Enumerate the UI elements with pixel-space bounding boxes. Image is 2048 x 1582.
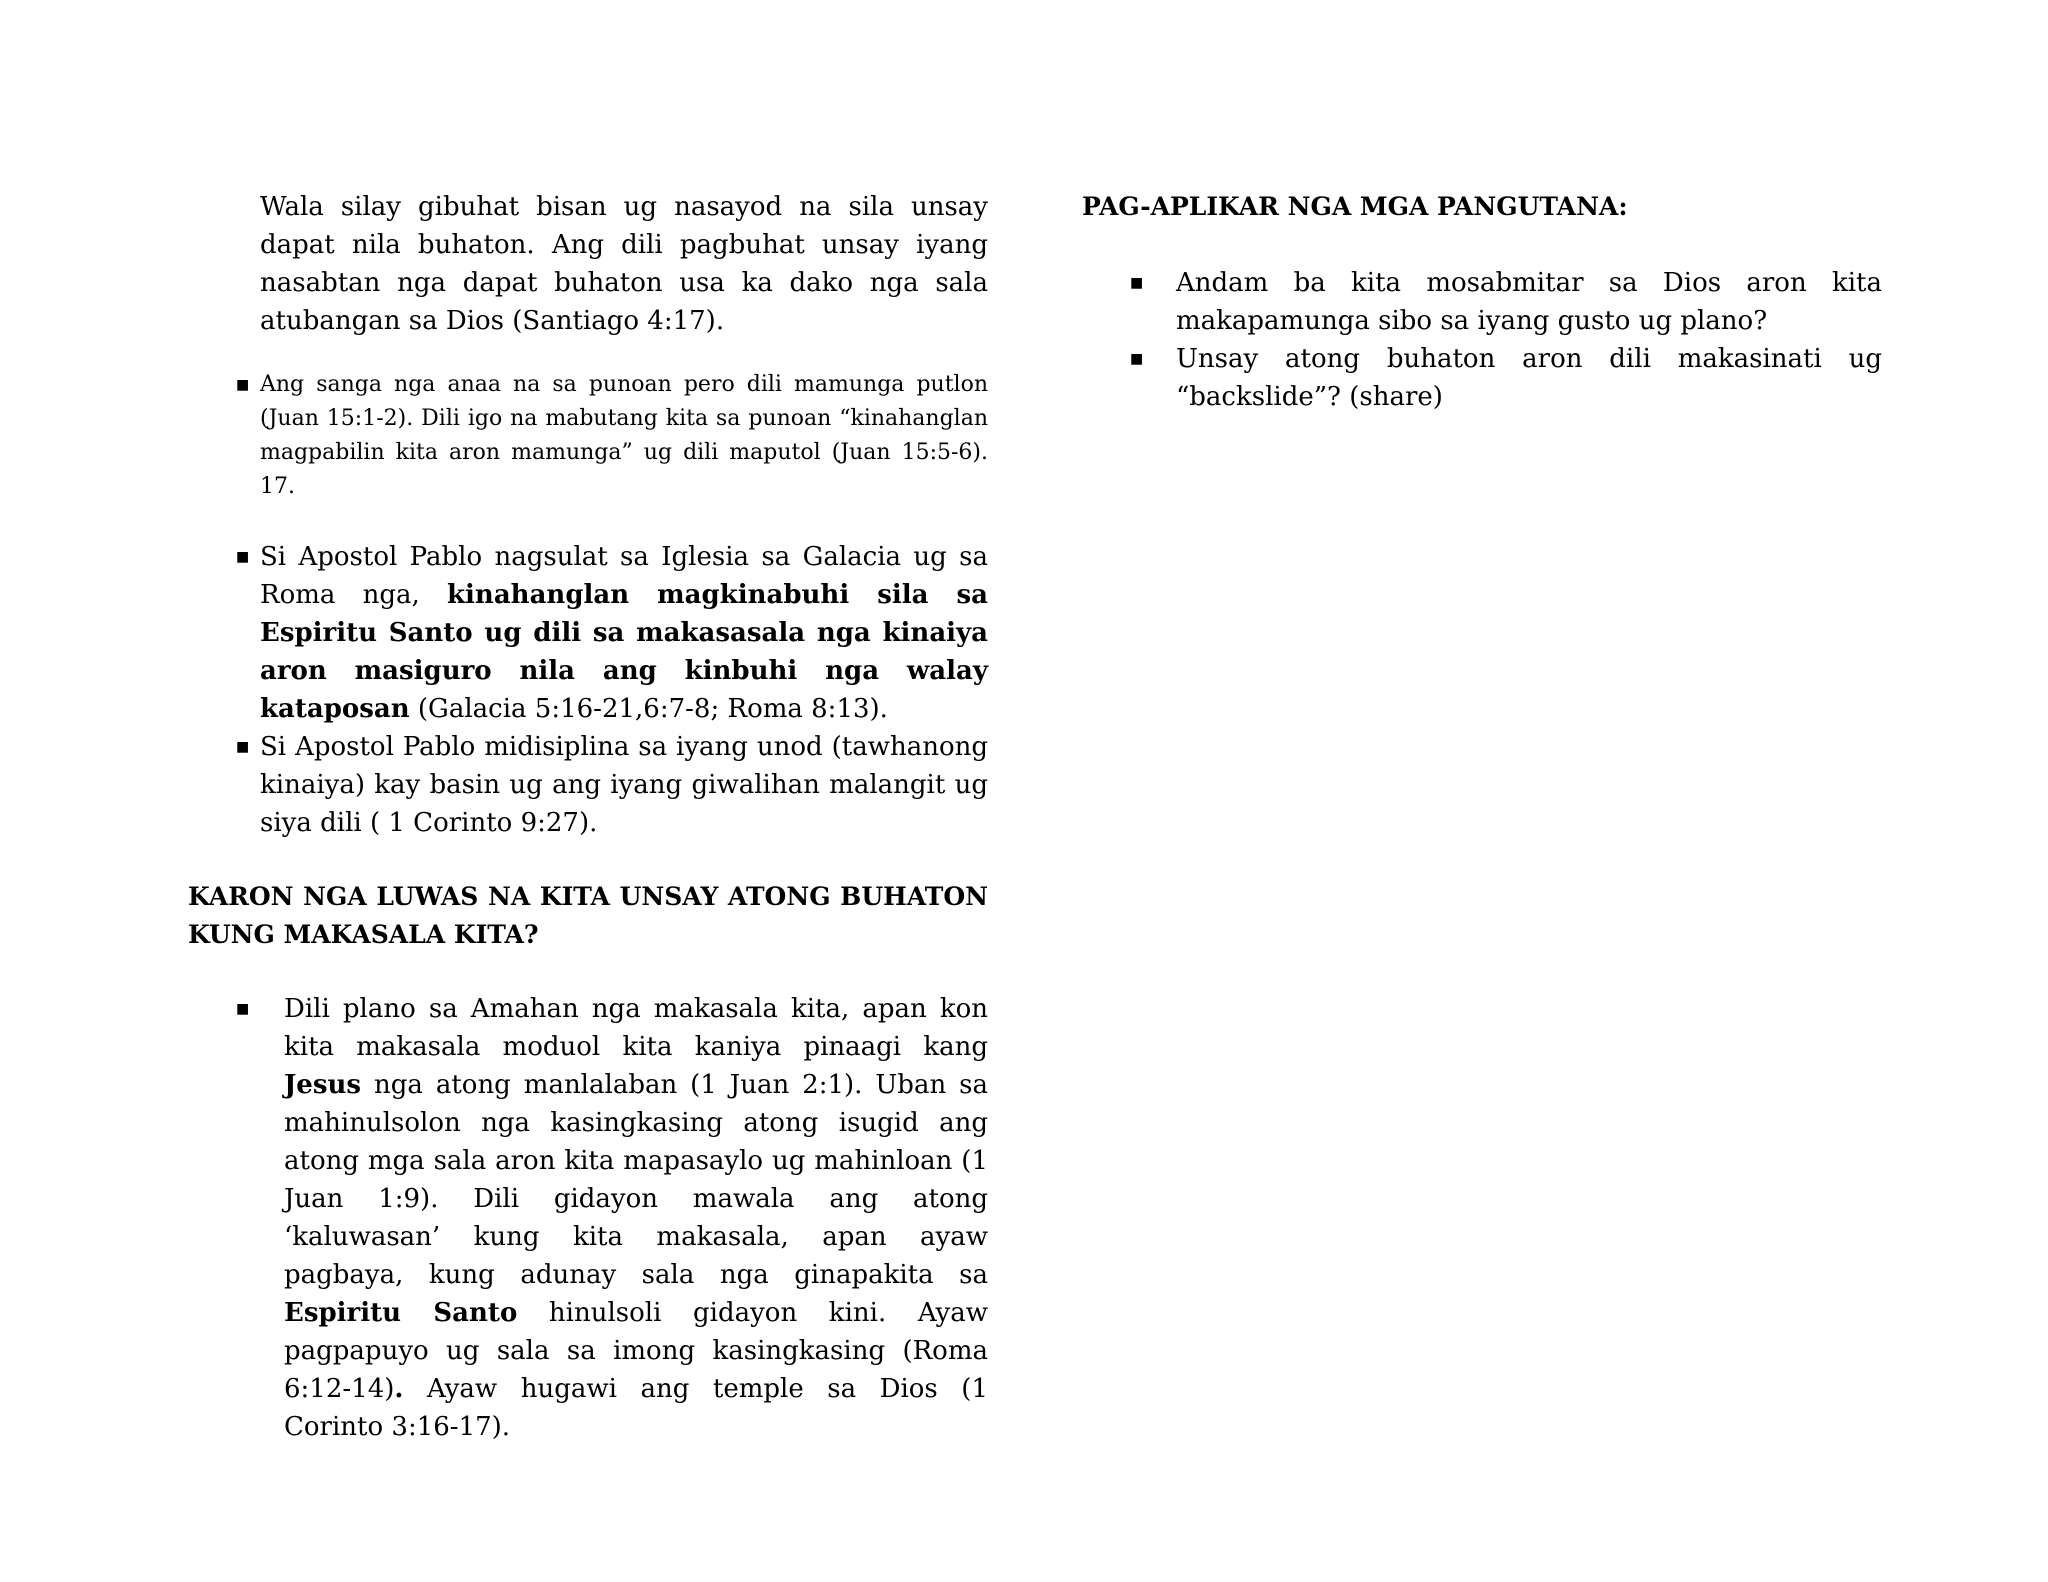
bullet-text-part: Ayaw hugawi ang temple sa Dios (1 Corinto 3:16-17). bbox=[284, 1374, 988, 1442]
bullet-marker: ■ bbox=[1130, 275, 1144, 291]
question-text: Unsay atong buhaton aron dili makasinati ug “backslide”? (share) bbox=[1176, 344, 1882, 412]
question-item bbox=[1130, 340, 1882, 416]
bullet-text bbox=[284, 990, 988, 1446]
bullet-text: Ang sanga nga anaa na sa punoan pero dili mamunga putlon (Juan 15:1-2). Dili igo na mabutang kita sa punoan “kinahanglan magpabilin kita aron mamunga” ug dili maputol (Juan 15:5-6). 17. bbox=[260, 372, 988, 499]
bullet-text-bold: Jesus bbox=[284, 1070, 362, 1100]
bullet-text-part: Dili plano sa Amahan nga makasala kita, apan kon kita makasala moduol kita kaniya pinaagi kang bbox=[284, 994, 988, 1062]
bullet-marker: ■ bbox=[236, 1001, 250, 1017]
bullet-text bbox=[260, 538, 988, 728]
bullet-text-start: Si Apostol Pablo nagsulat sa Iglesia sa Galacia ug sa Roma nga, bbox=[260, 542, 988, 610]
bullet-text-end: (Galacia 5:16-21,6:7-8; Roma 8:13). bbox=[409, 694, 888, 724]
bullet-item-pablo-corinto bbox=[236, 728, 988, 842]
bullet-text: Si Apostol Pablo midisiplina sa iyang unod (tawhanong kinaiya) kay basin ug ang iyang giwalihan malangit ug siya dili ( 1 Corinto 9:27). bbox=[260, 732, 988, 838]
bullet-text-part: hinulsoli gidayon kini. Ayaw pagpapuyo ug sala sa imong kasingkasing (Roma 6:12-14) bbox=[284, 1298, 988, 1404]
bullet-text-bold: kinahanglan magkinabuhi sila sa Espiritu Santo ug dili sa makasasala nga kinaiya aron masiguro nila ang kinbuhi nga walay kataposan bbox=[260, 580, 988, 724]
bullet-item-pablo-galacia bbox=[236, 538, 988, 728]
question-text: Andam ba kita mosabmitar sa Dios aron kita makapamunga sibo sa iyang gusto ug plano? bbox=[1176, 268, 1882, 336]
bullet-item-branch bbox=[236, 368, 988, 504]
intro-paragraph: Wala silay gibuhat bisan ug nasayod na sila unsay dapat nila buhaton. Ang dili pagbuhat unsay iyang nasabtan nga dapat buhaton usa ka dako nga sala atubangan sa Dios (Santiago 4:17). bbox=[260, 192, 988, 336]
section-heading-pag-aplikar: PAG-APLIKAR NGA MGA PANGUTANA: bbox=[1082, 192, 1628, 221]
bullet-text-part: nga atong manlalaban (1 Juan 2:1). Uban sa mahinulsolon nga kasingkasing atong isugid ang atong mga sala aron kita mapasaylo ug mahinloan (1 Juan 1:9). Dili gidayon mawala ang atong ‘kaluwasan’ kung kita makasala, apan ayaw pagbaya, kung adunay sala nga ginapakita sa bbox=[284, 1070, 988, 1290]
bullet-marker: ■ bbox=[236, 549, 250, 565]
bullet-marker: ■ bbox=[236, 739, 250, 755]
bullet-text-bold: . bbox=[394, 1374, 404, 1404]
section-heading-karon: KARON NGA LUWAS NA KITA UNSAY ATONG BUHATON KUNG MAKASALA KITA? bbox=[188, 882, 988, 949]
question-item bbox=[1130, 264, 1882, 340]
bullet-item-amahan bbox=[236, 990, 988, 1446]
bullet-text-bold: Espiritu Santo bbox=[284, 1298, 518, 1328]
bullet-marker: ■ bbox=[1130, 351, 1144, 367]
bullet-marker: ■ bbox=[236, 377, 250, 393]
